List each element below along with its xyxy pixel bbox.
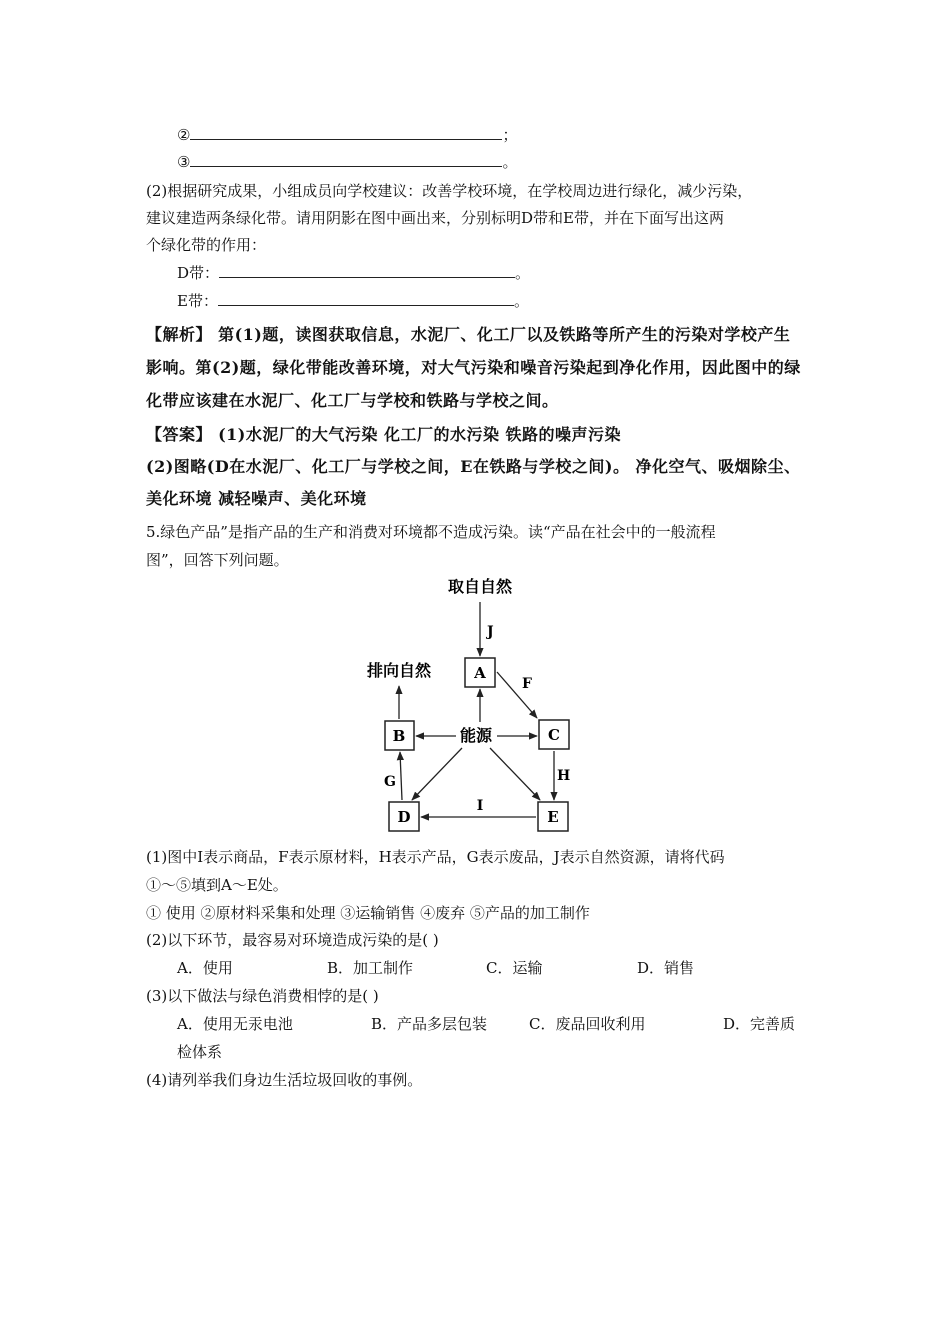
belt-d-label: D带：	[177, 264, 220, 282]
belt-e-row	[177, 290, 529, 311]
sub3-continuation: 检体系	[177, 1043, 223, 1061]
q5-line-1: 5.绿色产品”是指产品的生产和消费对环境都不造成污染。读“产品在社会中的一般流程	[146, 523, 716, 541]
analysis-line-1	[146, 322, 790, 345]
left-label: 排向自然	[366, 661, 432, 680]
sub1-line-1: (1)图中Ⅰ表示商品，F表示原材料，H表示产品，G表示废品，J表示自然资源，请将代码	[146, 848, 725, 866]
sub3-question: (3)以下做法与绿色消费相悖的是( )	[146, 987, 379, 1005]
answer-tag: 【答案】	[146, 425, 213, 444]
sub3-option-d[interactable]: D．完善质	[723, 1015, 796, 1033]
item-end: ；	[502, 126, 518, 144]
item-marker: ③	[177, 153, 191, 171]
node-c: C	[548, 726, 560, 744]
sub3-options	[177, 1013, 795, 1034]
sub2-option-b[interactable]: B．加工制作	[327, 959, 414, 977]
answer-line-1	[146, 422, 621, 445]
q5-line-2: 图”，回答下列问题。	[146, 551, 289, 569]
sub2-option-d[interactable]: D．销售	[637, 959, 695, 977]
sub3-option-c[interactable]: C．废品回收利用	[529, 1015, 646, 1033]
sub3-option-b[interactable]: B．产品多层包装	[371, 1015, 488, 1033]
belt-d-row	[177, 262, 530, 283]
sub2-option-a[interactable]: A．使用	[177, 959, 233, 977]
edge-f: F	[522, 676, 532, 692]
answer-line-3: 美化环境 减轻噪声、美化环境	[146, 489, 367, 508]
node-d: D	[397, 808, 411, 826]
arrow-energy-d	[412, 748, 462, 800]
analysis-line-3: 化带应该建在水泥厂、化工厂与学校和铁路与学校之间。	[146, 391, 559, 410]
analysis-line-2: 影响。第(2)题，绿化带能改善环境，对大气污染和噪音污染起到净化作用，因此图中的绿	[146, 358, 801, 377]
edge-j: J	[487, 624, 494, 640]
node-e: E	[547, 808, 559, 826]
answer-blank[interactable]	[190, 125, 502, 140]
belt-d-end: 。	[515, 264, 531, 282]
edge-g: G	[384, 774, 396, 790]
answer-text: (1)水泥厂的大气污染 化工厂的水污染 铁路的噪声污染	[218, 425, 622, 444]
top-label: 取自自然	[447, 577, 513, 596]
center-label: 能源	[459, 726, 493, 745]
sub2-options	[177, 957, 694, 978]
fill-item-3	[177, 151, 517, 172]
node-a: A	[474, 664, 486, 682]
item-marker: ②	[177, 126, 191, 144]
belt-e-label: E带：	[177, 292, 218, 310]
belt-e-end: 。	[513, 292, 529, 310]
arrow-g	[400, 752, 402, 800]
sub1-codes: ① 使用 ②原材料采集和处理 ③运输销售 ④废弃 ⑤产品的加工制作	[146, 904, 590, 922]
sub3-option-a[interactable]: A．使用无汞电池	[177, 1015, 293, 1033]
q2-line-2: 建议建造两条绿化带。请用阴影在图中画出来，分别标明D带和E带，并在下面写出这两	[146, 209, 724, 227]
belt-e-blank[interactable]	[218, 291, 514, 306]
edge-i: I	[476, 798, 484, 814]
analysis-tag: 【解析】	[146, 325, 213, 344]
q2-line-3: 个绿化带的作用：	[146, 236, 267, 254]
sub2-option-c[interactable]: C．运输	[486, 959, 543, 977]
node-b: B	[392, 727, 406, 745]
edge-h: H	[557, 768, 571, 784]
item-end: 。	[502, 153, 518, 171]
sub2-question: (2)以下环节，最容易对环境造成污染的是( )	[146, 931, 439, 949]
arrow-energy-e	[490, 748, 540, 800]
sub1-line-2: ①～⑤填到A～E处。	[146, 876, 288, 894]
belt-d-blank[interactable]	[219, 263, 515, 278]
product-flow-diagram	[340, 570, 610, 840]
sub4-question: (4)请列举我们身边生活垃圾回收的事例。	[146, 1071, 423, 1089]
analysis-text: 第(1)题，读图获取信息，水泥厂、化工厂以及铁路等所产生的污染对学校产生	[218, 325, 791, 344]
q2-line-1: (2)根据研究成果，小组成员向学校建议：改善学校环境，在学校周边进行绿化，减少污染，	[146, 182, 753, 200]
answer-line-2: (2)图略(D在水泥厂、化工厂与学校之间，E在铁路与学校之间)。 净化空气、吸烟除尘、	[146, 457, 801, 476]
answer-blank[interactable]	[190, 152, 502, 167]
fill-item-2	[177, 124, 517, 145]
